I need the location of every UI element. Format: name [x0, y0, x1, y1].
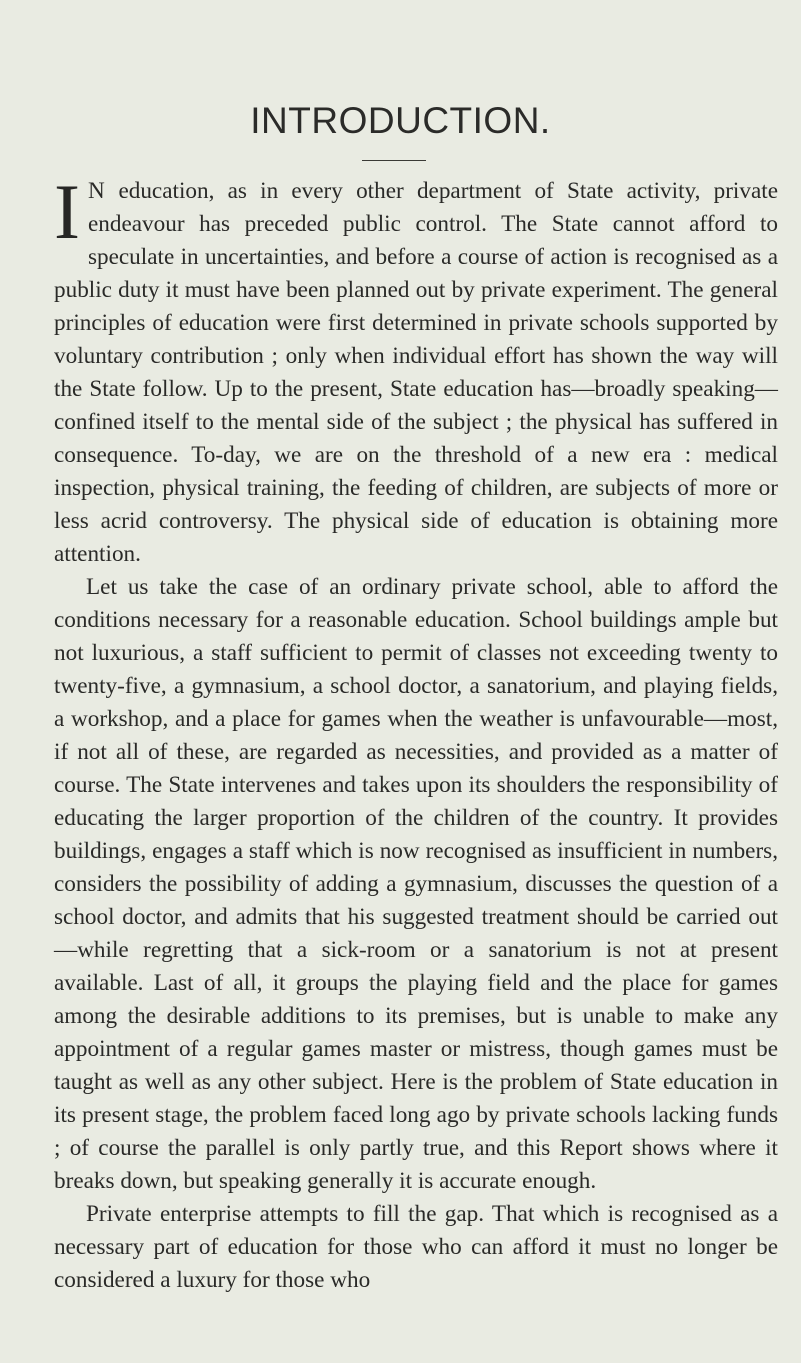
page-title: INTRODUCTION.: [250, 100, 551, 141]
title-divider: [362, 160, 426, 161]
paragraph-3: Private enterprise attempts to fill the gap. That which is recognised as a necessary part of education for those who can afford it must no longer be considered a luxury for those who: [54, 1201, 778, 1293]
paragraph-1: [54, 168, 778, 571]
paragraph-1-lead: N: [87, 178, 106, 204]
body-text: [54, 168, 778, 1297]
drop-cap: I: [54, 168, 80, 255]
paragraph-2: Let us take the case of an ordinary private school, able to afford the conditions necessary for a reasonable education. School buildings ample but not luxurious, a staff sufficient to permit of classes not exceeding twenty to twenty-five, a gymnasium, a school doctor, a sanatorium, and playing fields, a workshop, and a place for games when the weather is unfavourable—most, if not all of these, are regarded as necessities, and provided as a matter of course. The State intervenes and takes upon its shoulders the responsibility of educating the larger proportion of the children of the country. It provides buildings, engages a staff which is now recognised as insufficient in numbers, considers the possibility of adding a gymnasium, discusses the question of a school doctor, and admits that his suggested treatment should be carried out—while regretting that a sick-room or a sanatorium is not at present available. Last of all, it groups the playing field and the place for games among the desirable additions to its premises, but is unable to make any appointment of a regular games master or mistress, though games must be taught as well as any other subject. Here is the problem of State education in its present stage, the problem faced long ago by private schools lacking funds ; of course the parallel is only partly true, and this Report shows where it breaks down, but speaking generally it is accurate enough.: [54, 574, 778, 1194]
paragraph-1-text: education, as in every other department of State activity, private endeavour has preceded public control. The State cannot afford to speculate in uncertainties, and before a course of action is recognised as a public duty it must have been planned out by private experiment. The general principles of education were first determined in private schools supported by voluntary contribution ; only when individual effort has shown the way will the State follow. Up to the present, State education has—broadly speaking—confined itself to the mental side of the subject ; the physical has suffered in consequence. To-day, we are on the threshold of a new era : medical inspection, physical training, the feeding of children, are subjects of more or less acrid controversy. The physical side of education is obtaining more attention.: [54, 178, 778, 567]
